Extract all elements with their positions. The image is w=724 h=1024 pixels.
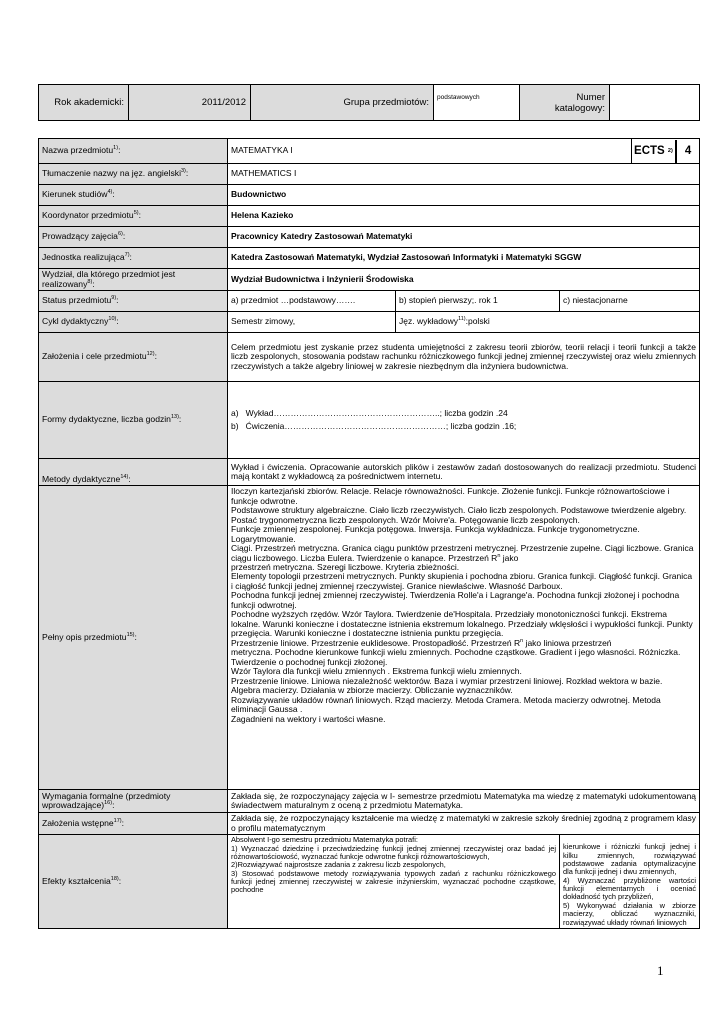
wymagania-value: Zakłada się, że rozpoczynający zajęcia w I- semestrze przedmiotu Matematyka ma wiedzę z matematyki udokumentowaną świadectwem maturalnym z oceną z przedmiotu Matematyka. bbox=[228, 790, 700, 813]
pelny-line-rn: Ciągi. Przestrzeń metryczna. Granica ciągu punktów przestrzeni metrycznej. Przestrzenie zupełne. Ciągi liczbowe. Granica ciągu liczbowego. Liczba Eulera. Twierdzenie o kanapce. Przestrzeń $R^n$ jako bbox=[231, 543, 694, 563]
numer-value bbox=[610, 85, 700, 121]
zalozenia-wstepne-value: Zakłada się, że rozpoczynający kształcenie ma wiedzę z matematyki w zakresie szkoły średniej zgodną z programem klasy o profilu matematycznym bbox=[228, 813, 700, 835]
pelny-line: Przestrzenie liniowe. Liniowa niezależność wektorów. Baza i wymiar przestrzeni liniowej. Rozkład wektora w bazie. bbox=[231, 675, 663, 686]
pelny-line: Funkcje zmiennej zespolonej. Funkcja potęgowa. Inwersja. Funkcja wykładnicza. Funkcje trygonometryczne. Logarytmowanie. bbox=[231, 524, 640, 544]
formy-label: Formy dydaktyczne, liczba godzin$^{13)}$: bbox=[39, 382, 228, 459]
metody-label: Metody dydaktyczne$^{14)}$: bbox=[39, 459, 228, 486]
wydzial-value: Wydział Budownictwa i Inżynierii Środowiska bbox=[228, 269, 700, 291]
pelny-line: Pochodne wyższych rzędów. Wzór Taylora. Twierdzenie de'Hospitala. Przedziały monotoniczności funkcji. Ekstrema lokalne. Warunki konieczne i dostateczne istnienia ekstremum lokalnego. Przedziały wklęsłości i wypukłości funkcji. Punkty przegięcia. Warunki konieczne i dostateczne istnienia punktu przegięcia. bbox=[231, 609, 693, 639]
pelny-line: Podstawowe struktury algebraiczne. Ciało liczb rzeczywistych. Ciało liczb zespolonych. Podstawowe twierdzenie algebry. bbox=[231, 505, 687, 516]
cykl-label: Cykl dydaktyczny$^{10)}$: bbox=[39, 312, 228, 333]
pelny-line: Rozwiązywanie układów równań liniowych. Rząd macierzy. Metoda Cramera. Metoda macierzy odwrotnej. Metoda eliminacji Gaussa . bbox=[231, 694, 661, 715]
ects-cell bbox=[632, 139, 700, 164]
pelny-line: Algebra macierzy. Działania w zbiorze macierzy. Obliczanie wyznaczników. bbox=[231, 685, 513, 696]
pelny-line: Wzór Taylora dla funkcji wielu zmiennych . Ekstrema funkcji wielu zmiennych. bbox=[231, 666, 522, 677]
grupa-value: podstawowych bbox=[434, 85, 520, 121]
course-table bbox=[38, 138, 700, 929]
formy-item-a: a) Wykład…………………………………………………..; liczba godzin .24 bbox=[231, 408, 508, 419]
status-c: c) niestacjonarne bbox=[560, 291, 700, 312]
nazwa-label: Nazwa przedmiotu$^{1)}$: bbox=[39, 139, 228, 164]
prowadzacy-label: Prowadzący zajęcia$^{6)}$: bbox=[39, 227, 228, 248]
efekty-left: Absolwent I-go semestru przedmiotu Matematyka potrafi: 1) Wyznaczać dziedzinę i przeciwdziedzinę funkcji jednej zmiennej rzeczywistej oraz badać jej różnowartościowość, wyznaczać funkcje odwrotne funkcji różnowartościowych, 2)Rozwiązywać najprostsze zadania z zakresu liczb zespolonych, 3) Stosować podstawowe metody rozwiązywania typowych zadań z rachunku różniczkowego funkcji jednej zmiennej rzeczywistej w zakresie inżynierskim, wyznaczać pochodne cząstkowe, pochodne bbox=[228, 835, 560, 929]
formy-item-b: b) Ćwiczenia…………………………………………………; liczba godzin .16; bbox=[231, 420, 517, 431]
status-a: a) przedmiot …podstawowy……. bbox=[228, 291, 396, 312]
ects-label: ECTS 2) bbox=[632, 140, 677, 163]
pelny-line: Postać trygonometryczna liczb zespolonych. Wzór Moivre'a. Potęgowanie liczb zespolonych. bbox=[231, 514, 580, 525]
jednostka-label: Jednostka realizująca$^{7)}$: bbox=[39, 248, 228, 269]
zalozenia-label: Założenia i cele przedmiotu$^{12)}$: bbox=[39, 333, 228, 382]
pelny-value bbox=[228, 486, 700, 790]
pelny-line: Zagadnieni na wektory i wartości własne. bbox=[231, 713, 386, 724]
kierunek-label: Kierunek studiów$^{4)}$: bbox=[39, 185, 228, 206]
numer-label: Numer katalogowy: bbox=[520, 85, 610, 121]
page-number: 1 bbox=[657, 963, 664, 978]
tlumaczenie-value: MATHEMATICS I bbox=[228, 164, 700, 185]
pelny-label: Pełny opis przedmiotu$^{15)}$: bbox=[39, 486, 228, 790]
efekty-label: Efekty kształcenia$^{18)}$: bbox=[39, 835, 228, 929]
pelny-line: Elementy topologii przestrzeni metrycznych. Punkty skupienia i pochodna zbioru. Granica funkcji. Ciągłość funkcji. Granica i ciągłość funkcji jednej zmiennej rzeczywistej. Granice niewłaściwe. Własność Darboux. bbox=[231, 571, 693, 591]
status-label: Status przedmiotu$^{9)}$: bbox=[39, 291, 228, 312]
wymagania-label: Wymagania formalne (przedmioty wprowadzające)$^{16)}$: bbox=[39, 790, 228, 813]
ects-value: 4 bbox=[684, 144, 692, 157]
kierunek-value: Budownictwo bbox=[228, 185, 700, 206]
wydzial-label: Wydział, dla którego przedmiot jest realizowany$^{8)}$: bbox=[39, 269, 228, 291]
jednostka-value: Katedra Zastosowań Matematyki, Wydział Zastosowań Informatyki i Matematyki SGGW bbox=[228, 248, 700, 269]
status-b: b) stopień pierwszy;. rok 1 bbox=[396, 291, 560, 312]
rok-value: 2011/2012 bbox=[129, 85, 251, 121]
prowadzacy-value: Pracownicy Katedry Zastosowań Matematyki bbox=[228, 227, 700, 248]
metody-value: Wykład i ćwiczenia. Opracowanie autorskich plików i zestawów zadań dostosowanych do realizacji przedmiotu. Studenci mają kontakt z wykładowcą za pośrednictwem internetu. bbox=[228, 459, 700, 486]
efekty-right: kierunkowe i różniczki funkcji jednej i kilku zmiennych, rozwiązywać podstawowe zadania optymalizacyjne dla funkcji jednej i dwu zmiennych, 4) Wyznaczać przybliżone wartości funkcji elementarnych i oceniać dokładność tych przybliżeń, 5) Wykonywać działania w zbiorze macierzy, obliczać wyznaczniki, rozwiązywać układy równań liniowych bbox=[560, 835, 700, 929]
rok-label: Rok akademicki: bbox=[39, 85, 129, 121]
zalozenia-value: Celem przedmiotu jest zyskanie przez studenta umiejętności z zakresu teorii zbiorów, teorii relacji i teorii funkcji a także liczb zespolonych, stosowania podstaw rachunku różniczkowego funkcji jednej zmiennej rzeczywistej oraz wielu zmiennych rzeczywistych a także algebry liniowej w zakresie niezbędnym dla inżyniera budownictwa. bbox=[228, 333, 700, 382]
pelny-line: Iloczyn kartezjański zbiorów. Relacje. Relacje równoważności. Funkcje. Złożenie funkcji. Funkcje różnowartościowe i funkcje odwrotne. bbox=[231, 486, 670, 506]
zalozenia-wstepne-label: Założenia wstępne$^{17)}$: bbox=[39, 813, 228, 835]
pelny-line: przestrzeń metryczna. Szeregi liczbowe. Kryteria zbieżności. bbox=[231, 562, 460, 572]
formy-value bbox=[228, 382, 700, 459]
koordynator-value: Helena Kazieko bbox=[228, 206, 700, 227]
pelny-line: metryczna. Pochodne kierunkowe funkcji wielu zmiennych. Pochodne cząstkowe. Gradient i jego własności. Różniczka. Twierdzenie o pochodnej funkcji złożonej. bbox=[231, 647, 681, 667]
cykl-value: Semestr zimowy, bbox=[228, 312, 396, 333]
header-table bbox=[38, 84, 700, 121]
tlumaczenie-label: Tłumaczenie nazwy na jęz. angielski$^{3)}$: bbox=[39, 164, 228, 185]
pelny-line-rn2: Przestrzenie liniowe. Przestrzenie euklidesowe. Prostopadłość. Przestrzeń $R^n$ jako liniowa przestrzeń bbox=[231, 637, 612, 648]
grupa-label: Grupa przedmiotów: bbox=[251, 85, 434, 121]
koordynator-label: Koordynator przedmiotu$^{5)}$: bbox=[39, 206, 228, 227]
pelny-line: Pochodna funkcji jednej zmiennej rzeczywistej. Twierdzenia Rolle'a i Lagrange'a. Pochodna funkcji złożonej i pochodna funkcji odwrotnej. bbox=[231, 590, 680, 610]
jezyk-value: Jęz. wykładowy$^{11)}$:polski bbox=[396, 312, 700, 333]
nazwa-value: MATEMATYKA I bbox=[228, 139, 632, 164]
